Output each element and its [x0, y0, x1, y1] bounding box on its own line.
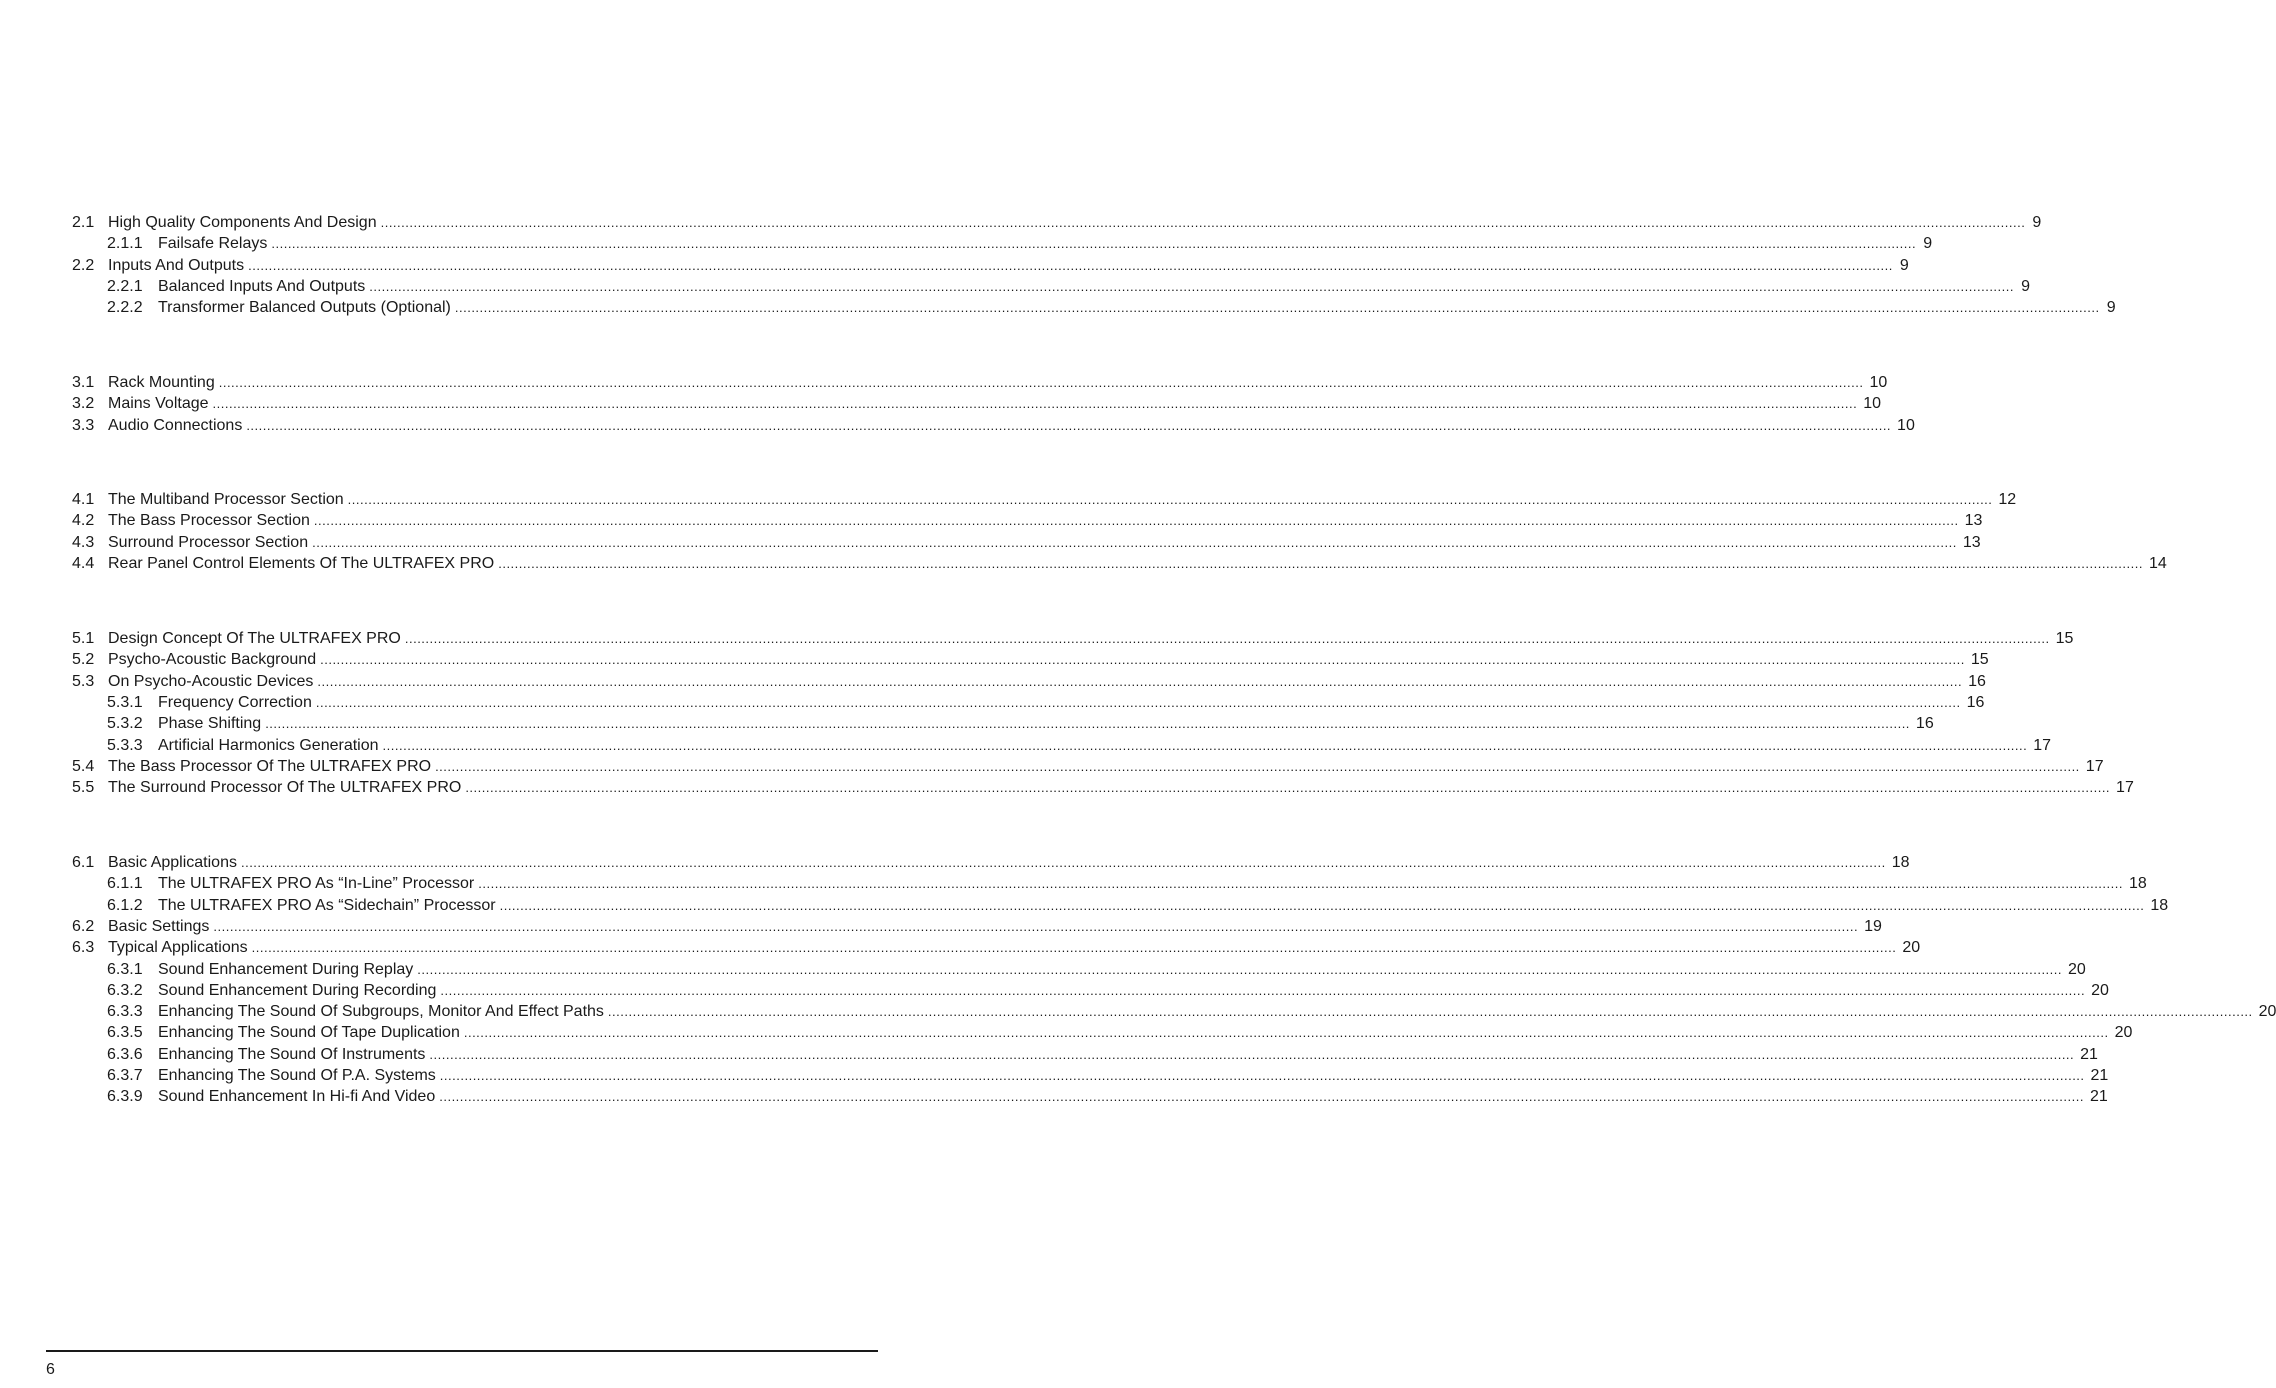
- toc-entry-title: Failsafe Relays: [158, 235, 268, 252]
- toc-entry[interactable]: [107, 1065, 2109, 1086]
- dot-leader: ................................................................................................................................................................................................................................................................................................................................................................................................................: [317, 674, 1963, 689]
- footer-rule: [46, 1350, 878, 1352]
- dot-leader: ................................................................................................................................................................................................................................................................................................................................................................................................................: [347, 492, 1993, 507]
- toc-entry-number: 3.2: [72, 395, 95, 412]
- toc-entry-number: 3.3: [72, 417, 95, 434]
- toc-entry-title: The Bass Processor Section: [108, 512, 310, 529]
- toc-entry[interactable]: [107, 276, 2030, 297]
- toc-entry-title: Transformer Balanced Outputs (Optional): [158, 299, 451, 316]
- dot-leader: ................................................................................................................................................................................................................................................................................................................................................................................................................: [313, 513, 1959, 528]
- toc-entry-number: 2.2: [72, 257, 95, 274]
- toc-entry-number: 6.3.3: [107, 1003, 143, 1020]
- toc-entry[interactable]: [72, 510, 1983, 531]
- toc-entry-title: Enhancing The Sound Of Instruments: [158, 1046, 426, 1063]
- toc-entry-title: The ULTRAFEX PRO As “In-Line” Processor: [158, 875, 475, 892]
- toc-entry-number: 4.4: [72, 555, 95, 572]
- dot-leader: ................................................................................................................................................................................................................................................................................................................................................................................................................: [271, 236, 1917, 251]
- toc-entry[interactable]: [107, 1044, 2098, 1065]
- toc-entry-page: 20: [2114, 1024, 2133, 1041]
- toc-entry-title: Artificial Harmonics Generation: [158, 737, 379, 754]
- toc-entry-page: 9: [2021, 278, 2030, 295]
- toc-entry[interactable]: [107, 980, 2109, 1001]
- dot-leader: ................................................................................................................................................................................................................................................................................................................................................................................................................: [498, 556, 2143, 571]
- toc-entry-page: 10: [1863, 395, 1882, 412]
- toc-entry-title: Sound Enhancement During Recording: [158, 982, 437, 999]
- toc-entry-page: 15: [2055, 630, 2074, 647]
- footer-page-number: 6: [46, 1361, 55, 1378]
- dot-leader: ................................................................................................................................................................................................................................................................................................................................................................................................................: [607, 1004, 2253, 1019]
- toc-entry-page: 17: [2033, 737, 2052, 754]
- toc-entry-number: 6.3.6: [107, 1046, 143, 1063]
- toc-entry-page: 13: [1964, 512, 1983, 529]
- toc-entry-title: Mains Voltage: [108, 395, 209, 412]
- toc-entry-number: 5.3: [72, 673, 95, 690]
- toc-entry[interactable]: [72, 852, 1910, 873]
- toc-entry-number: 5.2: [72, 651, 95, 668]
- toc-entry-page: 18: [1891, 854, 1910, 871]
- toc-entry-number: 5.5: [72, 779, 95, 796]
- toc-entry-page: 14: [2148, 555, 2167, 572]
- dot-leader: ................................................................................................................................................................................................................................................................................................................................................................................................................: [404, 631, 2050, 646]
- toc-entry-number: 6.1: [72, 854, 95, 871]
- toc-entry-title: Enhancing The Sound Of Tape Duplication: [158, 1024, 460, 1041]
- toc-entry[interactable]: [72, 255, 1909, 276]
- toc-entry-title: The Surround Processor Of The ULTRAFEX PRO: [108, 779, 462, 796]
- dot-leader: ................................................................................................................................................................................................................................................................................................................................................................................................................: [440, 983, 2086, 998]
- toc-entry-title: Phase Shifting: [158, 715, 262, 732]
- toc-entry-page: 13: [1962, 534, 1981, 551]
- toc-entry-page: 16: [1968, 673, 1986, 690]
- dot-leader: ................................................................................................................................................................................................................................................................................................................................................................................................................: [435, 759, 2080, 774]
- toc-entry-number: 6.3.9: [107, 1088, 143, 1105]
- toc-entry-number: 6.2: [72, 918, 95, 935]
- dot-leader: ................................................................................................................................................................................................................................................................................................................................................................................................................: [499, 898, 2145, 913]
- toc-entry[interactable]: [72, 777, 2134, 798]
- toc-entry[interactable]: [72, 415, 1915, 436]
- dot-leader: ................................................................................................................................................................................................................................................................................................................................................................................................................: [315, 695, 1961, 710]
- toc-entry-number: 2.1.1: [107, 235, 143, 252]
- toc-entry-number: 6.3.2: [107, 982, 143, 999]
- toc-entry-title: Basic Applications: [108, 854, 237, 871]
- toc-entry-page: 9: [2106, 299, 2116, 316]
- toc-entry-title: Typical Applications: [108, 939, 248, 956]
- toc-entry-page: 9: [2032, 214, 2042, 231]
- toc-entry-page: 17: [2116, 779, 2134, 796]
- toc-entry-page: 19: [1864, 918, 1882, 935]
- toc-entry-title: Inputs And Outputs: [108, 257, 245, 274]
- toc-entry-number: 2.2.1: [107, 278, 143, 295]
- toc-entry[interactable]: [107, 895, 2169, 916]
- toc-entry-title: The Bass Processor Of The ULTRAFEX PRO: [108, 758, 432, 775]
- toc-entry-number: 6.1.2: [107, 897, 143, 914]
- toc-entry[interactable]: [107, 959, 2086, 980]
- dot-leader: ................................................................................................................................................................................................................................................................................................................................................................................................................: [251, 940, 1897, 955]
- dot-leader: ................................................................................................................................................................................................................................................................................................................................................................................................................: [382, 738, 2028, 753]
- toc-entry-page: 10: [1869, 374, 1888, 391]
- toc-entry-number: 6.3.5: [107, 1024, 143, 1041]
- toc-entry[interactable]: [72, 553, 2167, 574]
- toc-entry-page: 15: [1970, 651, 1989, 668]
- dot-leader: ................................................................................................................................................................................................................................................................................................................................................................................................................: [465, 780, 2111, 795]
- toc-entry-number: 3.1: [72, 374, 95, 391]
- toc-entry[interactable]: [107, 713, 1934, 734]
- dot-leader: ................................................................................................................................................................................................................................................................................................................................................................................................................: [265, 716, 1910, 731]
- toc-entry[interactable]: [72, 372, 1888, 393]
- toc-entry-title: Surround Processor Section: [108, 534, 309, 551]
- toc-entry[interactable]: [107, 1022, 2133, 1043]
- toc-entry-title: Rack Mounting: [108, 374, 215, 391]
- toc-entry[interactable]: [107, 233, 1933, 254]
- toc-entry-title: Basic Settings: [108, 918, 210, 935]
- toc-entry-page: 10: [1897, 417, 1915, 434]
- dot-leader: ................................................................................................................................................................................................................................................................................................................................................................................................................: [212, 396, 1858, 411]
- toc-entry[interactable]: [72, 671, 1986, 692]
- toc-entry-number: 5.3.2: [107, 715, 143, 732]
- toc-entry-page: 9: [1899, 257, 1909, 274]
- toc-entry-number: 6.3.1: [107, 961, 143, 978]
- toc-entry-title: High Quality Components And Design: [108, 214, 377, 231]
- toc-entry-number: 5.3.3: [107, 737, 143, 754]
- toc-entry[interactable]: [72, 212, 2042, 233]
- toc-entry-page: 9: [1923, 235, 1933, 252]
- toc-entry-title: Audio Connections: [108, 417, 243, 434]
- dot-leader: ................................................................................................................................................................................................................................................................................................................................................................................................................: [320, 652, 1965, 667]
- toc-entry-title: The Multiband Processor Section: [108, 491, 344, 508]
- toc-entry-title: Enhancing The Sound Of P.A. Systems: [158, 1067, 436, 1084]
- toc-entry-page: 18: [2150, 897, 2169, 914]
- toc-entry-page: 20: [1902, 939, 1921, 956]
- toc-entry-title: The ULTRAFEX PRO As “Sidechain” Processor: [158, 897, 496, 914]
- toc-entry-title: On Psycho-Acoustic Devices: [108, 673, 314, 690]
- dot-leader: ................................................................................................................................................................................................................................................................................................................................................................................................................: [417, 962, 2063, 977]
- toc-entry-title: Sound Enhancement During Replay: [158, 961, 414, 978]
- toc-entry[interactable]: [72, 756, 2104, 777]
- toc-entry[interactable]: [72, 649, 1989, 670]
- toc-entry[interactable]: [107, 692, 1985, 713]
- dot-leader: ................................................................................................................................................................................................................................................................................................................................................................................................................: [218, 375, 1864, 390]
- toc-entry-title: Frequency Correction: [158, 694, 312, 711]
- toc-entry[interactable]: [107, 735, 2052, 756]
- toc-entry-page: 12: [1998, 491, 2017, 508]
- dot-leader: ................................................................................................................................................................................................................................................................................................................................................................................................................: [463, 1025, 2109, 1040]
- dot-leader: ................................................................................................................................................................................................................................................................................................................................................................................................................: [439, 1089, 2084, 1104]
- toc-entry-page: 21: [2090, 1067, 2109, 1084]
- toc-entry[interactable]: [72, 489, 2017, 510]
- toc-entry-number: 2.2.2: [107, 299, 143, 316]
- toc-entry[interactable]: [72, 628, 2074, 649]
- toc-entry-number: 5.1: [72, 630, 95, 647]
- toc-entry-title: Balanced Inputs And Outputs: [158, 278, 366, 295]
- toc-entry-page: 20: [2258, 1003, 2276, 1020]
- toc-entry[interactable]: [107, 873, 2147, 894]
- toc-entry-title: Psycho-Acoustic Background: [108, 651, 317, 668]
- toc-entry-number: 4.2: [72, 512, 95, 529]
- dot-leader: ................................................................................................................................................................................................................................................................................................................................................................................................................: [439, 1068, 2085, 1083]
- toc-entry[interactable]: [72, 393, 1882, 414]
- toc-entry-page: 17: [2085, 758, 2104, 775]
- dot-leader: ................................................................................................................................................................................................................................................................................................................................................................................................................: [454, 300, 2100, 315]
- dot-leader: ................................................................................................................................................................................................................................................................................................................................................................................................................: [380, 215, 2026, 230]
- toc-entry-number: 6.3.7: [107, 1067, 143, 1084]
- dot-leader: ................................................................................................................................................................................................................................................................................................................................................................................................................: [213, 919, 1859, 934]
- toc-entry-number: 4.1: [72, 491, 95, 508]
- toc-entry-number: 6.3: [72, 939, 95, 956]
- toc-entry[interactable]: [107, 1001, 2276, 1022]
- toc-entry-page: 20: [2068, 961, 2086, 978]
- toc-entry-number: 6.1.1: [107, 875, 143, 892]
- toc-entry-page: 18: [2128, 875, 2147, 892]
- dot-leader: ................................................................................................................................................................................................................................................................................................................................................................................................................: [478, 876, 2123, 891]
- toc-entry-page: 16: [1966, 694, 1985, 711]
- toc-entry-page: 21: [2080, 1046, 2098, 1063]
- toc-entry-title: Sound Enhancement In Hi-fi And Video: [158, 1088, 436, 1105]
- dot-leader: ................................................................................................................................................................................................................................................................................................................................................................................................................: [240, 855, 1886, 870]
- toc-entry-title: Enhancing The Sound Of Subgroups, Monitor And Effect Paths: [158, 1003, 604, 1020]
- toc-entry[interactable]: [107, 297, 2116, 318]
- dot-leader: ................................................................................................................................................................................................................................................................................................................................................................................................................: [429, 1047, 2075, 1062]
- dot-leader: ................................................................................................................................................................................................................................................................................................................................................................................................................: [312, 535, 1957, 550]
- toc-entry[interactable]: [72, 532, 1981, 553]
- toc-entry-page: 16: [1915, 715, 1934, 732]
- toc-entry-title: Design Concept Of The ULTRAFEX PRO: [108, 630, 401, 647]
- toc-entry[interactable]: [72, 916, 1882, 937]
- toc-entry[interactable]: [107, 1086, 2108, 1107]
- toc-entry-page: 20: [2091, 982, 2109, 999]
- toc-entry-number: 2.1: [72, 214, 95, 231]
- toc-entry-number: 5.4: [72, 758, 95, 775]
- toc-entry-title: Rear Panel Control Elements Of The ULTRAFEX PRO: [108, 555, 495, 572]
- dot-leader: ................................................................................................................................................................................................................................................................................................................................................................................................................: [248, 258, 1893, 273]
- dot-leader: ................................................................................................................................................................................................................................................................................................................................................................................................................: [246, 418, 1892, 433]
- toc-entry[interactable]: [72, 937, 1921, 958]
- toc-entry-number: 4.3: [72, 534, 95, 551]
- toc-entry-number: 5.3.1: [107, 694, 143, 711]
- toc-entry-page: 21: [2089, 1088, 2108, 1105]
- dot-leader: ................................................................................................................................................................................................................................................................................................................................................................................................................: [369, 279, 2014, 294]
